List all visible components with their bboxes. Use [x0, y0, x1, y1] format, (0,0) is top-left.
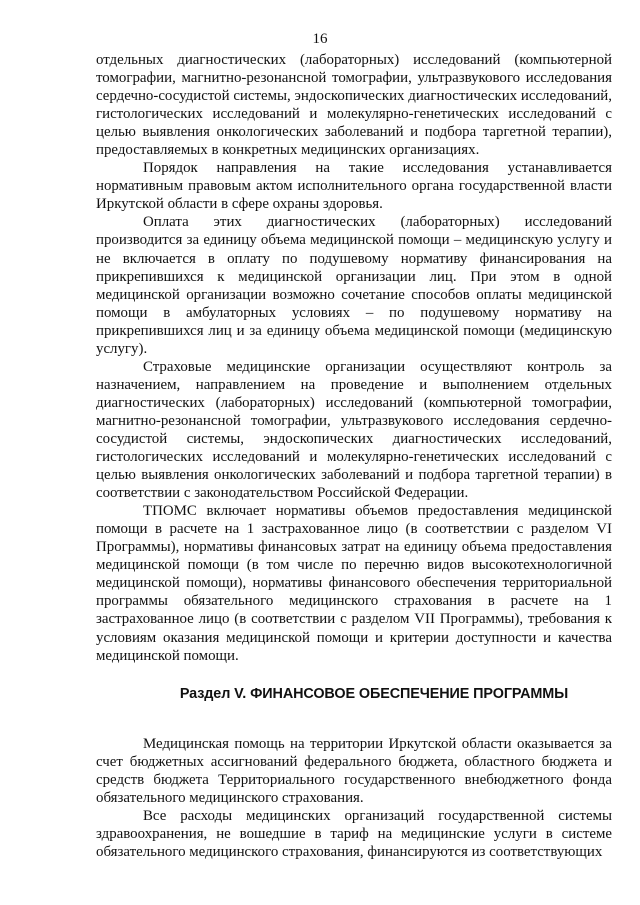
section-heading: Раздел V. ФИНАНСОВОЕ ОБЕСПЕЧЕНИЕ ПРОГРАММЫ — [179, 685, 569, 702]
paragraph-insurance-control: Страховые медицинские организации осуществляют контроль за назначением, направлением на проведение и выполнением отдельных диагностических (лабораторных) исследований (компьютерной томографии, магнитно-резонансной томографии, ультразвукового исследования сердечно-сосудистой системы, эндоскопических диагностических исследований, гистологических исследований и молекулярно-генетических исследований с целью выявления онкологических заболеваний и подбора таргетной терапии) в соответствии с законодательством Российской Федерации. — [96, 358, 612, 502]
paragraph-payment: Оплата этих диагностических (лабораторных) исследований производится за единицу объема медицинской помощи – медицинскую услугу и не включается в оплату по подушевому нормативу финансирования на прикрепившихся к медицинской организации лиц. При этом в одной медицинской организации возможно сочетание способов оплаты медицинской помощи в амбулаторных условиях – по подушевому нормативу на прикрепившихся лиц и за единицу объема медицинской помощи (медицинскую услугу). — [96, 214, 612, 357]
paragraph-continuation: отдельных диагностических (лабораторных) исследований (компьютерной томографии, магнитно-резонансной томографии, ультразвукового исследования сердечно-сосудистой системы, эндоскопических диагностических исследований, гистологических исследований и молекулярно-генетических исследований с целью выявления онкологических заболеваний и подбора таргетной терапии), предоставляемых в конкретных медицинских организациях. — [96, 52, 612, 159]
paragraph-funding-sources: Медицинская помощь на территории Иркутской области оказывается за счет бюджетных ассигнований федерального бюджета, областного бюджета и средств бюджета Территориального государственного внебюджетного фонда обязательного медицинского страхования. — [96, 735, 612, 806]
page-number: 16 — [312, 31, 328, 47]
paragraph-referral-procedure: Порядок направления на такие исследования устанавливается нормативным правовым актом исполнительного органа государственной власти Иркутской области в сфере охраны здоровья. — [96, 160, 612, 213]
spacer — [96, 703, 612, 735]
paragraph-expenses: Все расходы медицинских организаций государственной системы здравоохранения, не вошедшие в тариф на медицинские услуги в системе обязательного медицинского страхования, финансируются из соответствующих — [96, 807, 612, 860]
spacer — [96, 665, 612, 685]
paragraph-tpoms-norms: ТПОМС включает нормативы объемов предоставления медицинской помощи в расчете на 1 застрахованное лицо (в соответствии с разделом VI Программы), нормативы финансовых затрат на единицу объема предоставления медицинской помощи (в том числе по перечню видов высокотехнологичной медицинской помощи), нормативы финансового обеспечения территориальной программы обязательного медицинского страхования в расчете на 1 застрахованное лицо (в соответствии с разделом VII Программы), требования к условиям оказания медицинской помощи и критерии доступности и качества медицинской помощи. — [96, 503, 612, 664]
document-body — [96, 51, 612, 861]
